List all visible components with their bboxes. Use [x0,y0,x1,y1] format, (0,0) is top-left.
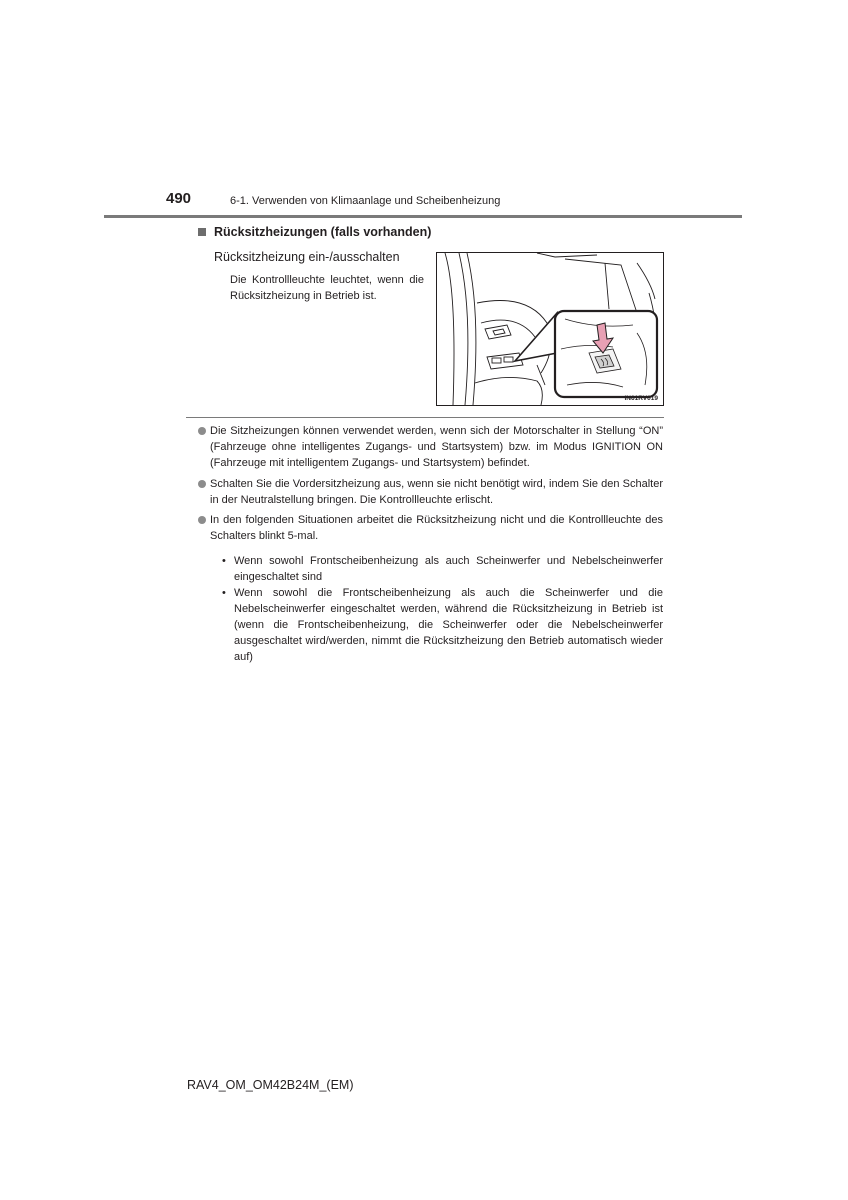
chapter-title: 6-1. Verwenden von Klimaanlage und Scheibenheizung [230,195,501,207]
subheading: Rücksitzheizung ein-/ausschalten [214,250,400,264]
square-bullet-icon [198,228,206,236]
sub-text: Wenn sowohl die Frontscheibenheizung als auch die Scheinwerfer und die Nebelscheinwerfer eingeschaltet werden, während die Rücksitzheizung in Betrieb ist (wenn die Frontscheibenheizung, die Scheinwerfer oder die Nebelscheinwerfer ausgeschaltet wird/werden, nimmt die Rücksitzheizung den Betrieb automatisch wieder auf) [234,587,663,663]
body-paragraph: Die Kontrollleuchte leuchtet, wenn die Rücksitzheizung in Betrieb ist. [230,274,424,302]
rear-door-illustration [437,253,663,405]
figure-illustration [436,252,664,406]
note-item [198,423,663,471]
sub-item [222,585,663,665]
sub-bullet: • [222,555,226,567]
sub-list [222,553,663,665]
note-text: Schalten Sie die Vordersitzheizung aus, wenn sie nicht benötigt wird, indem Sie den Schalter in der Neutralstellung bringen. Die Kontrollleuchte erlischt. [210,477,663,506]
sub-text: Wenn sowohl Frontscheibenheizung als auch Scheinwerfer und Nebelscheinwerfer eingeschaltet sind [234,555,663,583]
note-text: In den folgenden Situationen arbeitet die Rücksitzheizung nicht und die Kontrollleuchte des Schalters blinkt 5-mal. [210,514,663,542]
section-heading [198,225,431,239]
round-bullet-icon [198,476,210,508]
footer-code: RAV4_OM_OM42B24M_(EM) [187,1078,354,1092]
round-bullet-icon [198,423,210,471]
page-number: 490 [166,190,192,207]
sub-bullet: • [222,587,226,599]
note-item [198,512,663,665]
section-heading-text: Rücksitzheizungen (falls vorhanden) [214,225,432,239]
round-bullet-icon [198,512,210,665]
notes-rule [186,417,664,418]
note-text: Die Sitzheizungen können verwendet werden, wenn sich der Motorschalter in Stellung “ON” (Fahrzeuge ohne intelligentes Zugangs- und Startsystem) bzw. im Modus IGNITION ON (Fahrzeuge mit intelligentem Zugangs- und Startsystem) befindet. [210,425,663,469]
figure-code: IN61RV019 [624,395,658,402]
notes-list [198,423,663,670]
sub-item [222,553,663,585]
note-item [198,476,663,508]
note-body [210,512,663,665]
header-rule [104,215,742,218]
